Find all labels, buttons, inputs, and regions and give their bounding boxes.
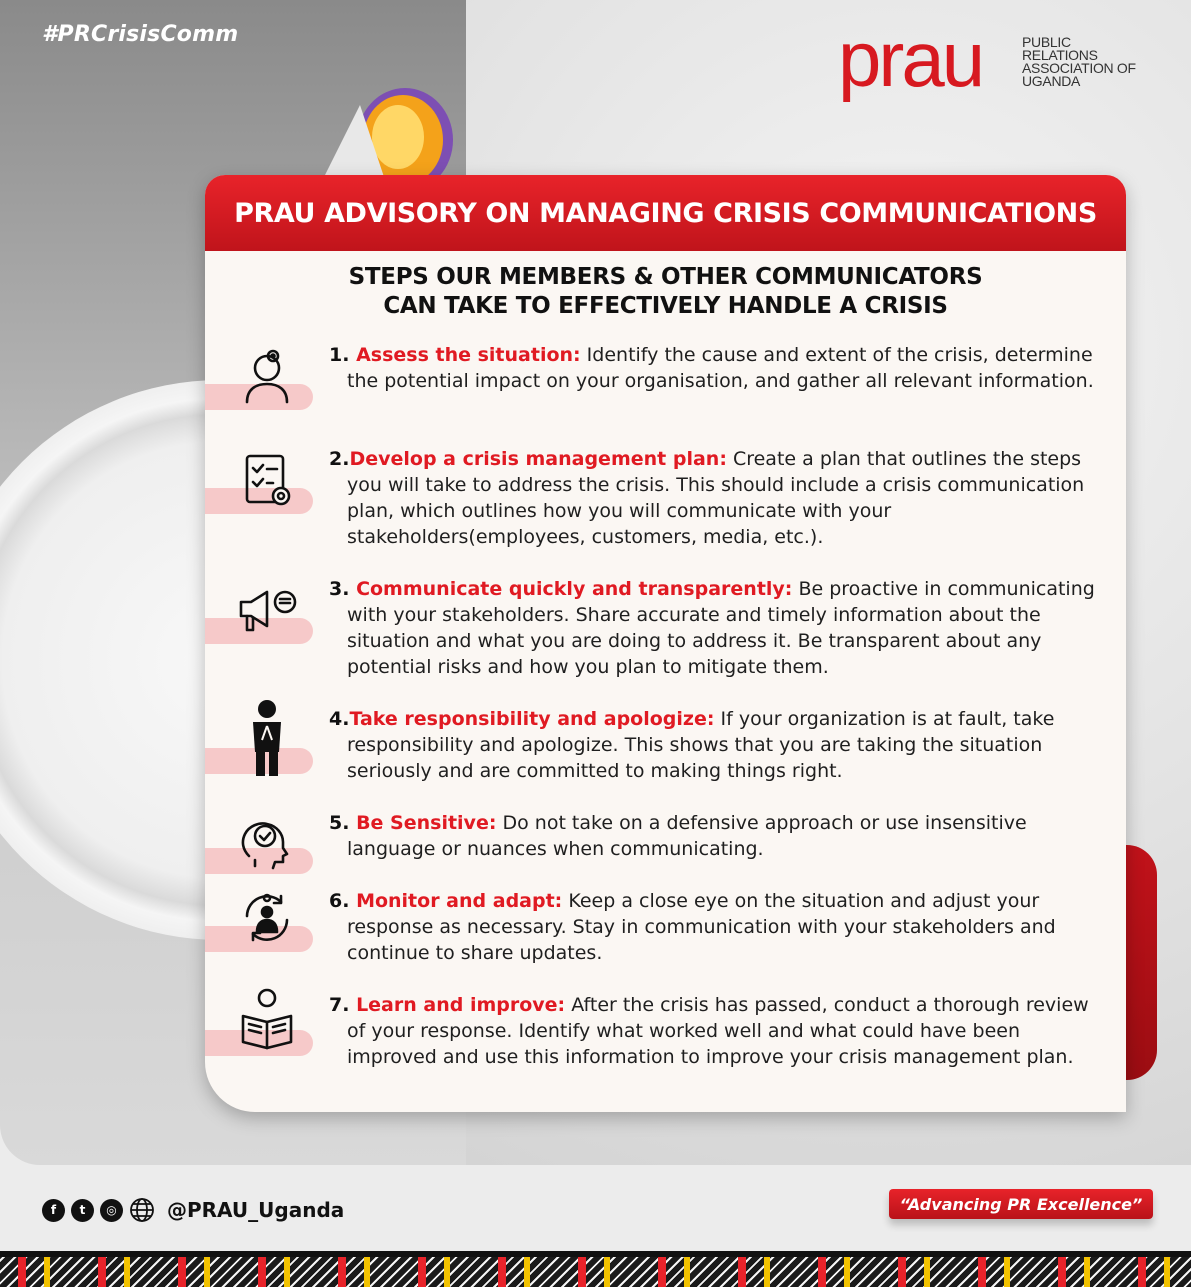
step-title: Take responsibility and apologize: [349,708,715,730]
advisory-card [205,175,1126,1112]
step-text [329,576,1099,680]
step-text [329,342,1099,394]
person-gear-icon [235,344,299,408]
card-subtitle [205,263,1126,321]
logo-text [1022,36,1136,88]
step-body: Identify the cause and extent of the crisis, determine the potential impact on your organisation, and gather all relevant information. [347,344,1094,392]
step-text [329,446,1099,550]
subtitle-line: STEPS OUR MEMBERS & OTHER COMMUNICATORS [348,264,983,290]
step-number: 7. [329,994,357,1016]
hashtag: #PRCrisisComm [42,22,239,47]
step-text [329,810,1099,862]
facebook-icon[interactable]: f [42,1199,65,1222]
step-title: Develop a crisis management plan: [349,448,727,470]
instagram-icon[interactable]: ◎ [100,1199,123,1222]
globe-icon[interactable] [129,1197,155,1223]
prau-logo [838,15,1158,123]
social-handle[interactable]: @PRAU_Uganda [167,1198,345,1222]
social-links [42,1197,344,1223]
step-title: Communicate quickly and transparently: [356,578,793,600]
step-title: Learn and improve: [356,994,566,1016]
step-body: Keep a close eye on the situation and adjust your response as necessary. Stay in communication with your stakeholders and continue to share updates. [347,890,1056,964]
person-apologize-icon [235,698,299,778]
tagline-badge: “Advancing PR Excellence” [889,1189,1153,1219]
logo-mark: prau [838,15,983,103]
step-number: 5. [329,812,357,834]
step-body: After the crisis has passed, conduct a thorough review of your response. Identify what worked well and what could have been improved and use this information to improve your crisis management plan. [347,994,1089,1068]
step-body: Create a plan that outlines the steps you will take to address the crisis. This should include a crisis communication plan, which outlines how you will communicate with your stakeholders(employees, customers, media, etc.). [347,448,1085,548]
logo-text-line: ASSOCIATION OF [1022,60,1136,76]
step-text [329,888,1099,966]
logo-text-line: RELATIONS [1022,47,1098,63]
step-title: Monitor and adapt: [356,890,563,912]
step-number: 4. [329,708,350,730]
step-number: 2. [329,448,350,470]
step-number: 6. [329,890,357,912]
checklist-gear-icon [235,448,299,512]
logo-text-line: UGANDA [1022,73,1081,89]
step-title: Be Sensitive: [356,812,497,834]
person-reading-icon [235,986,299,1050]
head-check-icon [235,808,299,872]
twitter-icon[interactable]: t [71,1199,94,1222]
person-cycle-icon [235,886,299,950]
step-text [329,706,1099,784]
card-title: PRAU ADVISORY ON MANAGING CRISIS COMMUNICATIONS [205,175,1126,251]
step-text [329,992,1099,1070]
megaphone-chat-icon [235,578,299,642]
step-body: Be proactive in communicating with your stakeholders. Share accurate and timely information about the situation and what you are doing to address it. Be transparent about any potential risks and how you plan to mitigate them. [347,578,1095,678]
step-title: Assess the situation: [356,344,581,366]
logo-text-line: PUBLIC [1022,34,1071,50]
step-number: 3. [329,578,357,600]
subtitle-line: CAN TAKE TO EFFECTIVELY HANDLE A CRISIS [383,293,948,319]
step-body: Do not take on a defensive approach or use insensitive language or nuances when communicating. [347,812,1027,860]
step-number: 1. [329,344,357,366]
step-body: If your organization is at fault, take responsibility and apologize. This shows that you are taking the situation seriously and are committed to making things right. [347,708,1055,782]
pattern-top-border [0,1251,1191,1257]
